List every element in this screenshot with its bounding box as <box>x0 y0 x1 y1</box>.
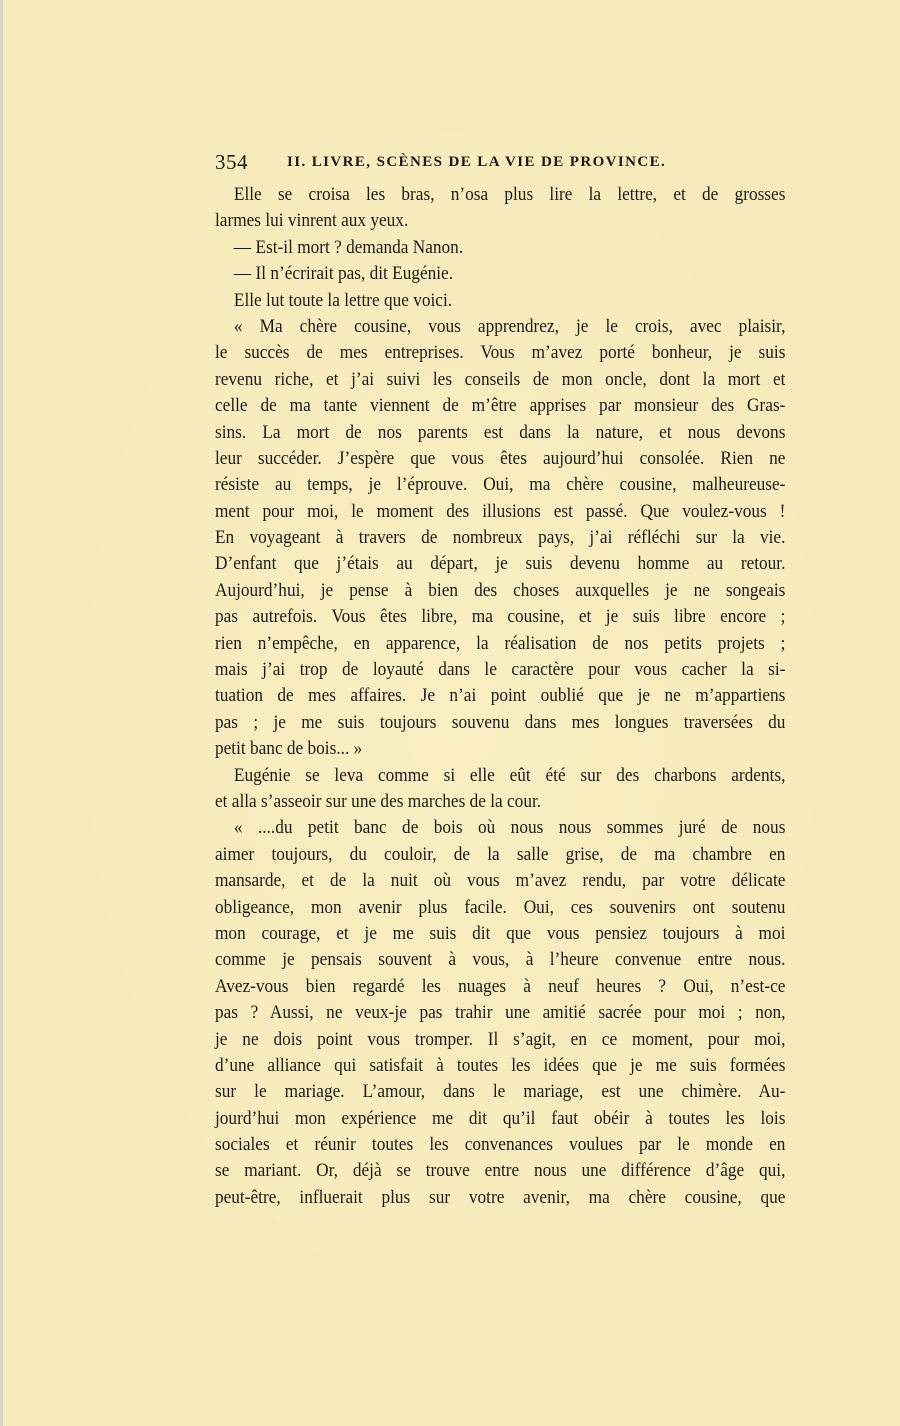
text-line: « Ma chère cousine, vous apprendrez, je le crois, avec plaisir, <box>233 315 786 337</box>
text-line: tuation de mes affaires. Je n’ai point oublié que je ne m’appartiens <box>215 685 786 707</box>
text-line: pas autrefois. Vous êtes libre, ma cousine, et je suis libre encore ; <box>215 606 786 628</box>
text-line: sociales et réunir toutes les convenances voulues par le monde en <box>215 1134 786 1156</box>
text-line: En voyageant à travers de nombreux pays, j’ai réfléchi sur la vie. <box>215 527 786 549</box>
text-line: résiste au temps, je l’éprouve. Oui, ma chère cousine, malheureuse- <box>215 474 786 496</box>
text-line: pas ? Aussi, ne veux-je pas trahir une amitié sacrée pour moi ; non, <box>215 1002 786 1024</box>
text-line: petit banc de bois... » <box>215 738 363 760</box>
text-line: Avez-vous bien regardé les nuages à neuf heures ? Oui, n’est-ce <box>215 975 786 997</box>
text-line: comme je pensais souvent à vous, à l’heure convenue entre nous. <box>215 949 786 971</box>
text-line: peut-être, influerait plus sur votre avenir, ma chère cousine, que <box>215 1186 786 1208</box>
text-line: ment pour moi, le moment des illusions est passé. Que voulez-vous ! <box>215 500 786 522</box>
text-line: rien n’empêche, en apparence, la réalisation de nos petits projets ; <box>215 632 786 654</box>
text-line: Elle lut toute la lettre que voici. <box>233 289 453 311</box>
text-line: sur le mariage. L’amour, dans le mariage, est une chimère. Au- <box>215 1081 786 1103</box>
text-line: et alla s’asseoir sur une des marches de la cour. <box>215 790 542 812</box>
text-line: — Est-il mort ? demanda Nanon. <box>233 236 464 258</box>
text-line: celle de ma tante viennent de m’être apprises par monsieur des Gras- <box>215 395 786 417</box>
text-line: D’enfant que j’étais au départ, je suis devenu homme au retour. <box>215 553 786 575</box>
text-line: aimer toujours, du couloir, de la salle grise, de ma chambre en <box>215 843 786 865</box>
text-line: sins. La mort de nos parents est dans la nature, et nous devons <box>215 421 786 443</box>
text-line: larmes lui vinrent aux yeux. <box>215 210 409 232</box>
text-line: Elle se croisa les bras, n’osa plus lire la lettre, et de grosses <box>233 184 786 205</box>
text-line: revenu riche, et j’ai suivi les conseils de mon oncle, dont la mort et <box>215 368 786 390</box>
body-text <box>215 182 786 1211</box>
text-line: mansarde, et de la nuit où vous m’avez rendu, par votre délicate <box>215 870 786 892</box>
page-number: 354 <box>215 150 248 174</box>
text-line: Eugénie se leva comme si elle eût été sur des charbons ardents, <box>233 764 786 786</box>
running-title: II. LIVRE, SCÈNES DE LA VIE DE PROVINCE. <box>287 154 667 170</box>
text-line: se mariant. Or, déjà se trouve entre nous une différence d’âge qui, <box>215 1160 786 1182</box>
text-line: obligeance, mon avenir plus facile. Oui, ces souvenirs ont soutenu <box>215 896 786 918</box>
text-line: pas ; je me suis toujours souvenu dans mes longues traversées du <box>215 711 786 733</box>
text-line: d’une alliance qui satisfait à toutes les idées que je me suis formées <box>215 1054 786 1076</box>
text-line: — Il n’écrirait pas, dit Eugénie. <box>233 263 454 285</box>
text-line: mais j’ai trop de loyauté dans le caractère pour vous cacher la si- <box>215 659 786 681</box>
text-line: le succès de mes entreprises. Vous m’avez porté bonheur, je suis <box>215 342 786 364</box>
text-line: jourd’hui mon expérience me dit qu’il faut obéir à toutes les lois <box>215 1107 786 1129</box>
running-head <box>215 150 785 176</box>
text-line: mon courage, et je me suis dit que vous pensiez toujours à moi <box>215 922 786 944</box>
text-line: je ne dois point vous tromper. Il s’agit, en ce moment, pour moi, <box>215 1028 786 1050</box>
text-line: Aujourd’hui, je pense à bien des choses auxquelles je ne songeais <box>215 579 786 601</box>
text-line: « ....du petit banc de bois où nous nous sommes juré de nous <box>233 817 786 839</box>
text-line: leur succéder. J’espère que vous êtes aujourd’hui consolée. Rien ne <box>215 447 786 469</box>
